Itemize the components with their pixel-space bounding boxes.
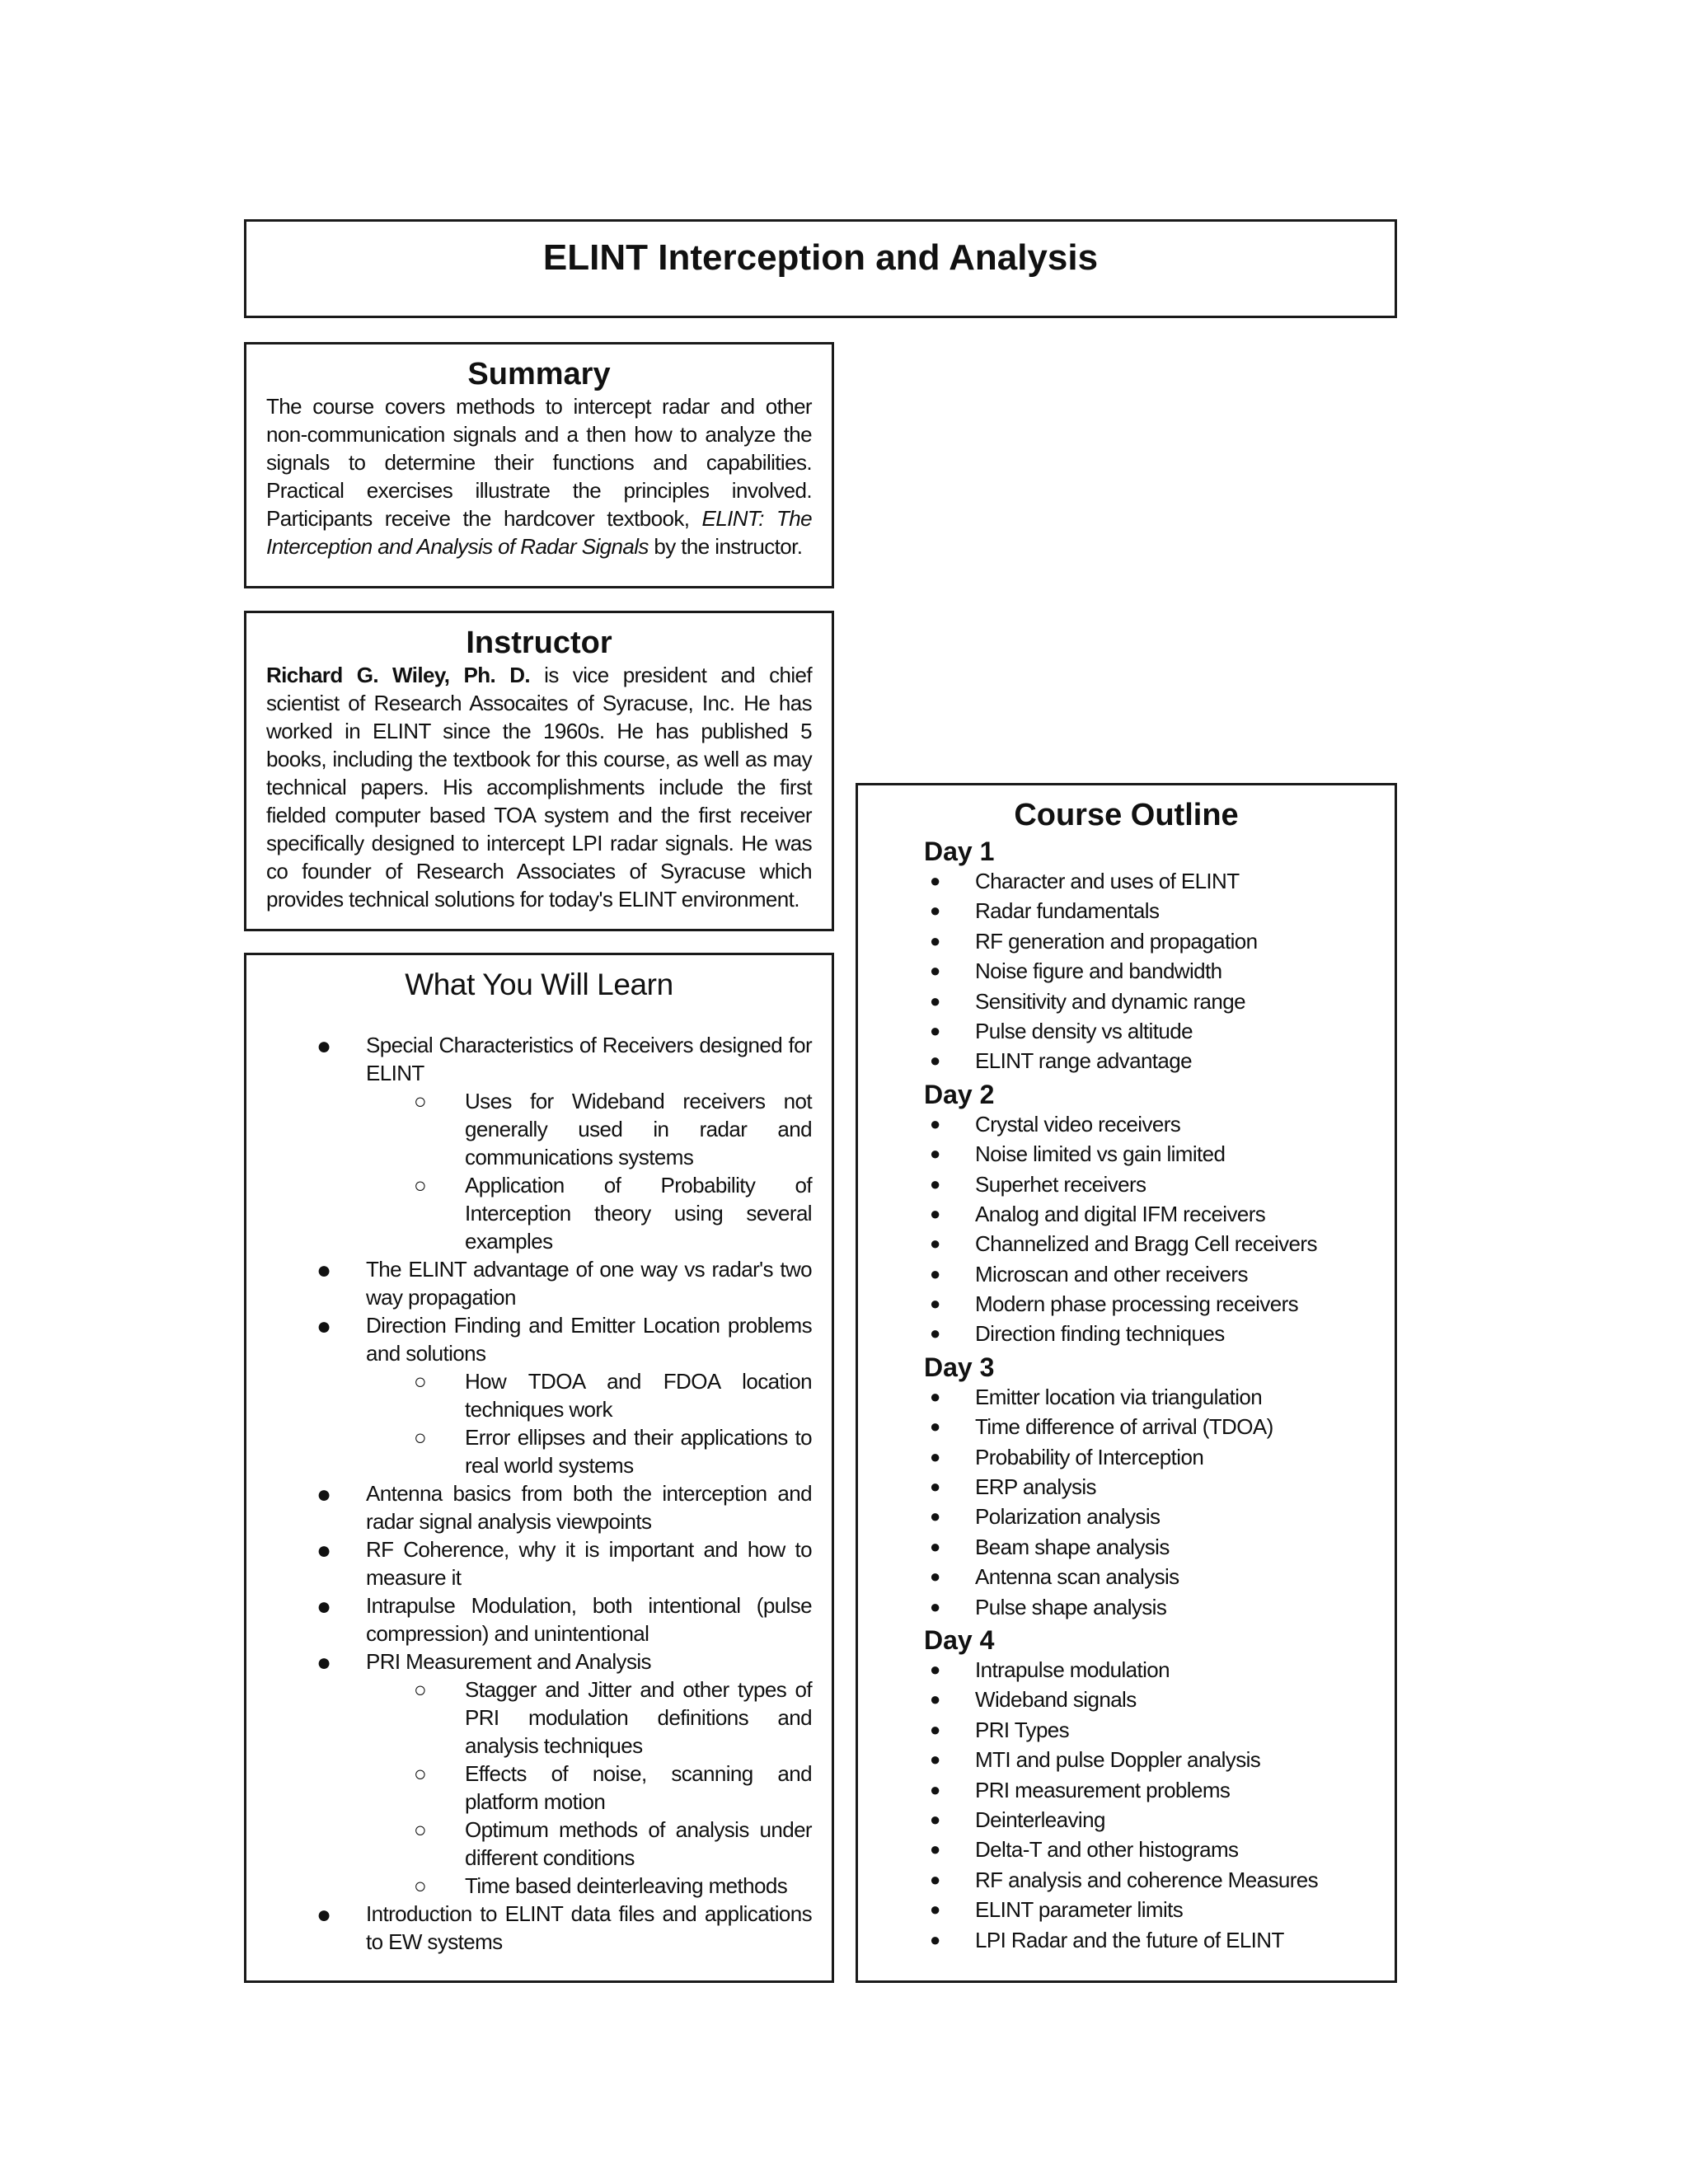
bullet-icon: ● [930, 900, 940, 921]
day-label: Day 1 [924, 837, 995, 866]
learn-subitem-text: Stagger and Jitter and other types of PRI modulation definitions and analysis techniques [465, 1677, 812, 1758]
outline-item [930, 1715, 1395, 1745]
learn-subitem-text: Time based deinterleaving methods [465, 1873, 788, 1898]
bullet-icon: ● [930, 1019, 940, 1041]
learn-item-text: Special Characteristics of Receivers designed for ELINT [366, 1033, 812, 1085]
book-title: ELINT: The Interception and Analysis of Radar Signals [266, 506, 812, 559]
bullet-icon: ● [930, 1233, 940, 1254]
outline-item [930, 1046, 1395, 1076]
outline-item-text: Polarization analysis [975, 1504, 1160, 1530]
learn-subitem-text: Error ellipses and their applications to real world systems [465, 1425, 812, 1478]
outline-heading: Course Outline [1014, 798, 1239, 832]
outline-item-text: Noise figure and bandwidth [975, 958, 1222, 984]
outline-item-text: Sensitivity and dynamic range [975, 988, 1246, 1014]
outline-item-text: Crystal video receivers [975, 1111, 1181, 1137]
day-topic-list [858, 866, 1395, 1076]
title-box [244, 219, 1397, 318]
day-topic-list [858, 1109, 1395, 1349]
learn-sublist [366, 1087, 812, 1255]
outline-item-text: Probability of Interception [975, 1444, 1204, 1469]
bullet-icon: ● [930, 930, 940, 951]
page-title: ELINT Interception and Analysis [542, 237, 1099, 278]
circle-bullet-icon: ○ [414, 1425, 427, 1450]
outline-item-text: ERP analysis [975, 1474, 1096, 1500]
outline-item [930, 926, 1395, 956]
outline-item-text: Character and uses of ELINT [975, 869, 1240, 893]
outline-item-text: MTI and pulse Doppler analysis [975, 1747, 1261, 1773]
outline-item [930, 1745, 1395, 1774]
bullet-icon: ● [930, 1113, 940, 1134]
outline-item [930, 1895, 1395, 1924]
summary-section [244, 342, 834, 588]
learn-heading: What You Will Learn [405, 968, 673, 1001]
outline-item-text: Modern phase processing receivers [975, 1291, 1299, 1317]
learn-item [316, 1255, 812, 1311]
outline-item [930, 1592, 1395, 1622]
learn-subitem [414, 1423, 812, 1479]
instructor-bio [266, 661, 812, 913]
bullet-icon: ● [930, 1929, 940, 1950]
day-label: Day 4 [924, 1624, 995, 1655]
outline-item-text: ELINT parameter limits [975, 1897, 1184, 1923]
learn-subitem-text: How TDOA and FDOA location techniques work [465, 1369, 812, 1422]
learn-subitem [414, 1171, 812, 1255]
outline-item [930, 1472, 1395, 1502]
learn-subitem-text: Effects of noise, scanning and platform motion [465, 1761, 812, 1814]
summary-heading: Summary [467, 357, 611, 391]
bullet-icon: ● [930, 1323, 940, 1344]
circle-bullet-icon: ○ [414, 1173, 427, 1197]
summary-text-before: The course covers methods to intercept radar and other non-communication signals and a then how to analyze the signals to determine their functions and capabilities. Practical exercises illustrate the principles involved. Participants receive the hardcover textbook, [266, 394, 812, 531]
bullet-icon: ● [316, 1481, 331, 1508]
bullet-icon: ● [930, 1749, 940, 1770]
outline-item [930, 1925, 1395, 1955]
circle-bullet-icon: ○ [414, 1677, 427, 1702]
bullet-icon: ● [930, 1689, 940, 1710]
outline-item [930, 1775, 1395, 1805]
learn-subitem-text: Application of Probability of Interception theory using several examples [465, 1173, 812, 1254]
instructor-heading: Instructor [466, 626, 612, 660]
bullet-icon: ● [930, 1050, 940, 1071]
outline-item-text: RF analysis and coherence Measures [975, 1867, 1319, 1892]
bullet-icon: ● [930, 870, 940, 891]
outline-item-text: Analog and digital IFM receivers [975, 1201, 1266, 1226]
outline-item [930, 1412, 1395, 1441]
outline-item [930, 1835, 1395, 1864]
outline-item-text: Microscan and other receivers [975, 1261, 1248, 1286]
outline-item-text: Intrapulse modulation [975, 1657, 1170, 1682]
outline-item [930, 1562, 1395, 1591]
learn-item-text: Intrapulse Modulation, both intentional (pulse compression) and unintentional [366, 1593, 812, 1646]
outline-item [930, 987, 1395, 1016]
day-topic-list [858, 1655, 1395, 1955]
outline-item-text: Pulse shape analysis [975, 1594, 1167, 1619]
outline-item [930, 1865, 1395, 1895]
instructor-bio-text: is vice president and chief scientist of Research Assocaites of Syracuse, Inc. He has worked in ELINT since the 1960s. He has published 5 books, including the textbook for this course, as well as may technical papers. His accomplishments include the first fielded computer based TOA system and the first receiver specifically designed to intercept LPI radar signals. He was co founder of Research Associates of Syracuse which provides technical solutions for today's ELINT environment. [266, 663, 812, 912]
learn-item [316, 1031, 812, 1255]
learn-subitem [414, 1816, 812, 1872]
bullet-icon: ● [930, 1718, 940, 1740]
circle-bullet-icon: ○ [414, 1817, 427, 1842]
outline-item [930, 1016, 1395, 1046]
instructor-name: Richard G. Wiley, Ph. D. [266, 663, 531, 687]
summary-text [266, 392, 812, 560]
learn-item [316, 1591, 812, 1647]
learn-item-text: Antenna basics from both the interception and radar signal analysis viewpoints [366, 1481, 812, 1534]
outline-item [930, 1199, 1395, 1229]
outline-item [930, 896, 1395, 926]
bullet-icon: ● [930, 960, 940, 982]
circle-bullet-icon: ○ [414, 1761, 427, 1786]
bullet-icon: ● [930, 1446, 940, 1467]
bullet-icon: ● [316, 1649, 331, 1676]
instructor-section [244, 611, 834, 931]
outline-item-text: PRI measurement problems [975, 1777, 1231, 1802]
outline-item-text: Beam shape analysis [975, 1534, 1170, 1559]
bullet-icon: ● [930, 1566, 940, 1587]
outline-item-text: RF generation and propagation [975, 928, 1258, 954]
bullet-icon: ● [930, 1293, 940, 1315]
learn-item [316, 1900, 812, 1956]
learn-item-text: PRI Measurement and Analysis [366, 1649, 651, 1674]
outline-item [930, 866, 1395, 896]
outline-item [930, 1319, 1395, 1348]
learn-subitem [414, 1087, 812, 1171]
outline-item [930, 1109, 1395, 1139]
outline-item-text: Antenna scan analysis [975, 1564, 1179, 1590]
learn-item [316, 1479, 812, 1535]
learn-item [316, 1311, 812, 1479]
outline-item [930, 1259, 1395, 1289]
outline-item-text: Pulse density vs altitude [975, 1018, 1193, 1043]
day-label: Day 2 [924, 1079, 995, 1109]
learn-subitem [414, 1367, 812, 1423]
outline-item-text: Emitter location via triangulation [975, 1384, 1263, 1409]
outline-item [930, 1532, 1395, 1562]
outline-item-text: LPI Radar and the future of ELINT [975, 1927, 1284, 1952]
bullet-icon: ● [316, 1901, 331, 1929]
learn-subitem [414, 1675, 812, 1760]
bullet-icon: ● [930, 1899, 940, 1920]
learn-subitem-text: Uses for Wideband receivers not generally used in radar and communications systems [465, 1089, 812, 1169]
outline-item [930, 1289, 1395, 1319]
outline-item-text: Noise limited vs gain limited [975, 1141, 1226, 1167]
bullet-icon: ● [930, 990, 940, 1011]
outline-item [930, 1805, 1395, 1835]
bullet-icon: ● [930, 1202, 940, 1224]
bullet-icon: ● [930, 1658, 940, 1680]
outline-item [930, 1139, 1395, 1169]
learn-item-text: Introduction to ELINT data files and applications to EW systems [366, 1901, 812, 1954]
learn-item-text: RF Coherence, why it is important and how to measure it [366, 1537, 812, 1590]
learn-item [316, 1647, 812, 1900]
summary-text-after: by the instructor. [648, 534, 803, 559]
bullet-icon: ● [316, 1257, 331, 1284]
outline-item [930, 1169, 1395, 1199]
learn-subitem [414, 1872, 812, 1900]
outline-item [930, 1442, 1395, 1472]
outline-item [930, 1502, 1395, 1531]
bullet-icon: ● [930, 1476, 940, 1497]
bullet-icon: ● [930, 1535, 940, 1557]
day-topic-list [858, 1382, 1395, 1622]
bullet-icon: ● [930, 1173, 940, 1194]
bullet-icon: ● [316, 1593, 331, 1620]
bullet-icon: ● [930, 1143, 940, 1165]
outline-item-text: Wideband signals [975, 1687, 1137, 1713]
learn-subitem-text: Optimum methods of analysis under different conditions [465, 1817, 812, 1870]
bullet-icon: ● [316, 1313, 331, 1340]
bullet-icon: ● [930, 1808, 940, 1830]
learn-list [246, 1031, 812, 1956]
outline-item-text: Channelized and Bragg Cell receivers [975, 1231, 1317, 1257]
day-label: Day 3 [924, 1352, 995, 1382]
outline-item-text: Deinterleaving [975, 1807, 1105, 1832]
outline-days [858, 837, 1395, 1955]
circle-bullet-icon: ○ [414, 1873, 427, 1898]
bullet-icon: ● [930, 1868, 940, 1890]
outline-item-text: Direction finding techniques [975, 1321, 1225, 1347]
learn-section [244, 953, 834, 1983]
learn-subitem [414, 1760, 812, 1816]
bullet-icon: ● [930, 1416, 940, 1437]
outline-item-text: PRI Types [975, 1717, 1070, 1742]
outline-item-text: Superhet receivers [975, 1171, 1146, 1197]
outline-item [930, 1685, 1395, 1714]
bullet-icon: ● [316, 1537, 331, 1564]
outline-item-text: Delta-T and other histograms [975, 1837, 1239, 1863]
bullet-icon: ● [930, 1263, 940, 1284]
bullet-icon: ● [930, 1596, 940, 1617]
outline-item-text: ELINT range advantage [975, 1048, 1193, 1074]
learn-item [316, 1535, 812, 1591]
outline-item [930, 956, 1395, 986]
learn-item-text: Direction Finding and Emitter Location problems and solutions [366, 1313, 812, 1366]
outline-item-text: Time difference of arrival (TDOA) [975, 1414, 1273, 1440]
circle-bullet-icon: ○ [414, 1369, 427, 1394]
bullet-icon: ● [930, 1506, 940, 1527]
outline-item-text: Radar fundamentals [975, 898, 1160, 924]
bullet-icon: ● [930, 1385, 940, 1407]
course-outline-section [856, 783, 1397, 1983]
outline-item [930, 1382, 1395, 1412]
learn-item-text: The ELINT advantage of one way vs radar's two way propagation [366, 1257, 812, 1310]
learn-sublist [366, 1675, 812, 1900]
learn-sublist [366, 1367, 812, 1479]
bullet-icon: ● [930, 1779, 940, 1800]
outline-item [930, 1655, 1395, 1685]
bullet-icon: ● [930, 1839, 940, 1860]
circle-bullet-icon: ○ [414, 1089, 427, 1113]
outline-item [930, 1229, 1395, 1258]
bullet-icon: ● [316, 1033, 331, 1060]
